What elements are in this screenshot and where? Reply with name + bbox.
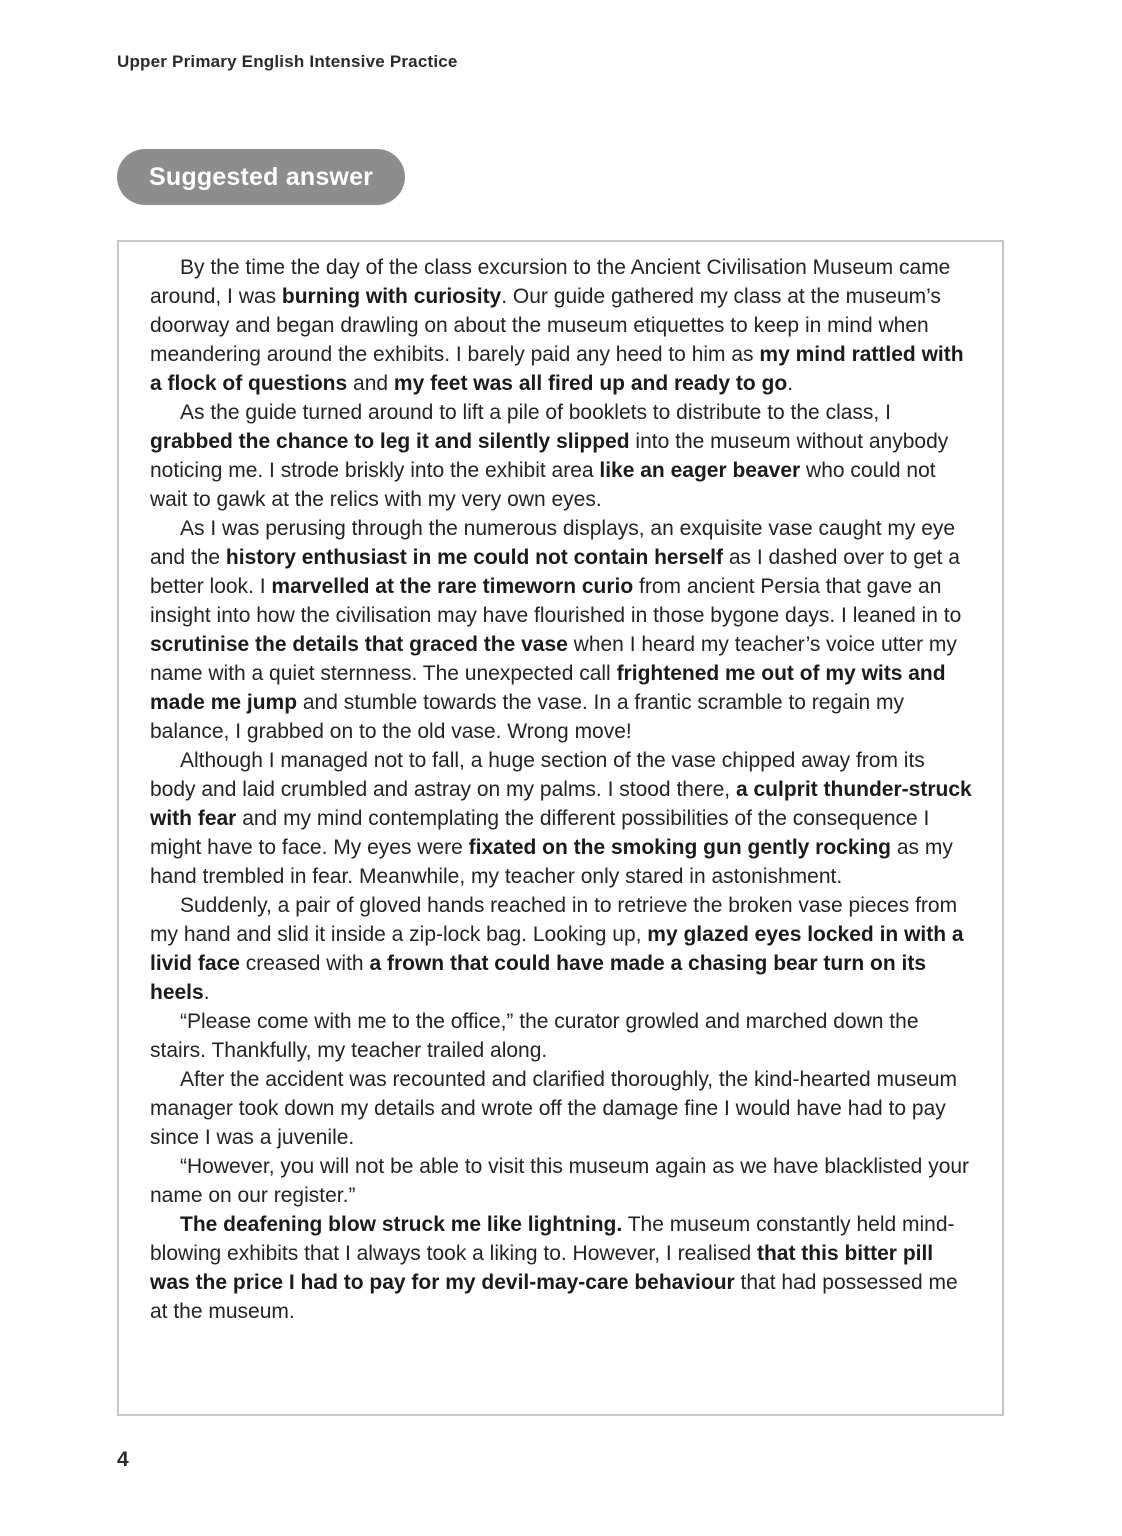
answer-box bbox=[117, 240, 1004, 1416]
paragraph bbox=[150, 253, 976, 398]
bold-phrase: my mind rattled with a flock of questions bbox=[150, 343, 964, 395]
text-run: Suddenly, a pair of gloved hands reached in to retrieve the broken vase pieces from my hand and slid it inside a zip-lock bag. Looking up, bbox=[150, 894, 958, 946]
text-run: By the time the day of the class excursion to the Ancient Civilisation Museum came around, I was bbox=[150, 256, 951, 308]
text-run: Although I managed not to fall, a huge section of the vase chipped away from its body and laid crumbled and astray on my palms. I stood there, bbox=[150, 749, 925, 801]
paragraph bbox=[150, 891, 976, 1007]
text-run: As the guide turned around to lift a pile of booklets to distribute to the class, I bbox=[180, 401, 891, 424]
text-run: that had possessed me at the museum. bbox=[150, 1271, 958, 1323]
bold-phrase: like an eager beaver bbox=[599, 459, 801, 482]
text-run: creased with bbox=[239, 952, 370, 975]
text-run: as I dashed over to get a better look. I bbox=[150, 546, 960, 598]
running-header: Upper Primary English Intensive Practice bbox=[117, 52, 458, 71]
text-run: . Our guide gathered my class at the museum’s doorway and began drawling on about the museum etiquettes to keep in mind when meandering around the exhibits. I barely paid any heed to him as bbox=[150, 285, 941, 366]
bold-phrase: The deafening blow struck me like lightning. bbox=[180, 1213, 623, 1236]
text-run: and stumble towards the vase. In a frantic scramble to regain my balance, I grabbed on to the old vase. Wrong move! bbox=[150, 691, 904, 743]
text-run: and my mind contemplating the different possibilities of the consequence I might have to face. My eyes were bbox=[150, 807, 930, 859]
bold-phrase: grabbed the chance to leg it and silently slipped bbox=[150, 430, 630, 453]
bold-phrase: my feet was all fired up and ready to go bbox=[393, 372, 788, 395]
bold-phrase: fixated on the smoking gun gently rocking bbox=[468, 836, 892, 859]
text-run: “However, you will not be able to visit this museum again as we have blacklisted your name on our register.” bbox=[150, 1155, 970, 1207]
paragraph bbox=[150, 514, 976, 746]
text-run: who could not wait to gawk at the relics with my very own eyes. bbox=[150, 459, 936, 511]
text-run: “Please come with me to the office,” the curator growled and marched down the stairs. Thankfully, my teacher trailed along. bbox=[150, 1010, 919, 1062]
text-run: After the accident was recounted and clarified thoroughly, the kind-hearted museum manager took down my details and wrote off the damage fine I would have had to pay since I was a juvenile. bbox=[150, 1068, 958, 1149]
bold-phrase: burning with curiosity bbox=[281, 285, 502, 308]
paragraph bbox=[150, 1152, 976, 1210]
suggested-answer-badge bbox=[117, 149, 405, 205]
text-run: As I was perusing through the numerous displays, an exquisite vase caught my eye and the bbox=[150, 517, 956, 569]
bold-phrase: a frown that could have made a chasing bear turn on its heels bbox=[150, 952, 927, 1004]
text-run: . bbox=[203, 981, 210, 1004]
bold-phrase: marvelled at the rare timeworn curio bbox=[271, 575, 634, 598]
paragraph bbox=[150, 1007, 976, 1065]
paragraph bbox=[150, 398, 976, 514]
bold-phrase: scrutinise the details that graced the vase bbox=[150, 633, 568, 656]
paragraph bbox=[150, 1210, 976, 1326]
bold-phrase: that this bitter pill was the price I had to pay for my devil-may-care behaviour bbox=[150, 1242, 934, 1294]
text-run: . bbox=[787, 372, 794, 395]
text-run: into the museum without anybody noticing me. I strode briskly into the exhibit area bbox=[150, 430, 949, 482]
text-run: when I heard my teacher’s voice utter my name with a quiet sternness. The unexpected call bbox=[150, 633, 957, 685]
text-run: and bbox=[347, 372, 394, 395]
bold-phrase: history enthusiast in me could not contain herself bbox=[225, 546, 723, 569]
page-number: 4 bbox=[117, 1448, 129, 1471]
bold-phrase: my glazed eyes locked in with a livid face bbox=[150, 923, 964, 975]
paragraph bbox=[150, 1065, 976, 1152]
bold-phrase: frightened me out of my wits and made me jump bbox=[150, 662, 946, 714]
text-run: The museum constantly held mind-blowing exhibits that I always took a liking to. However, I realised bbox=[150, 1213, 955, 1265]
bold-phrase: a culprit thunder-struck with fear bbox=[150, 778, 972, 830]
text-run: as my hand trembled in fear. Meanwhile, my teacher only stared in astonishment. bbox=[150, 836, 953, 888]
paragraph bbox=[150, 746, 976, 891]
text-run: from ancient Persia that gave an insight into how the civilisation may have flourished in those bygone days. I leaned in to bbox=[150, 575, 962, 627]
suggested-answer-badge-label: Suggested answer bbox=[149, 162, 374, 191]
